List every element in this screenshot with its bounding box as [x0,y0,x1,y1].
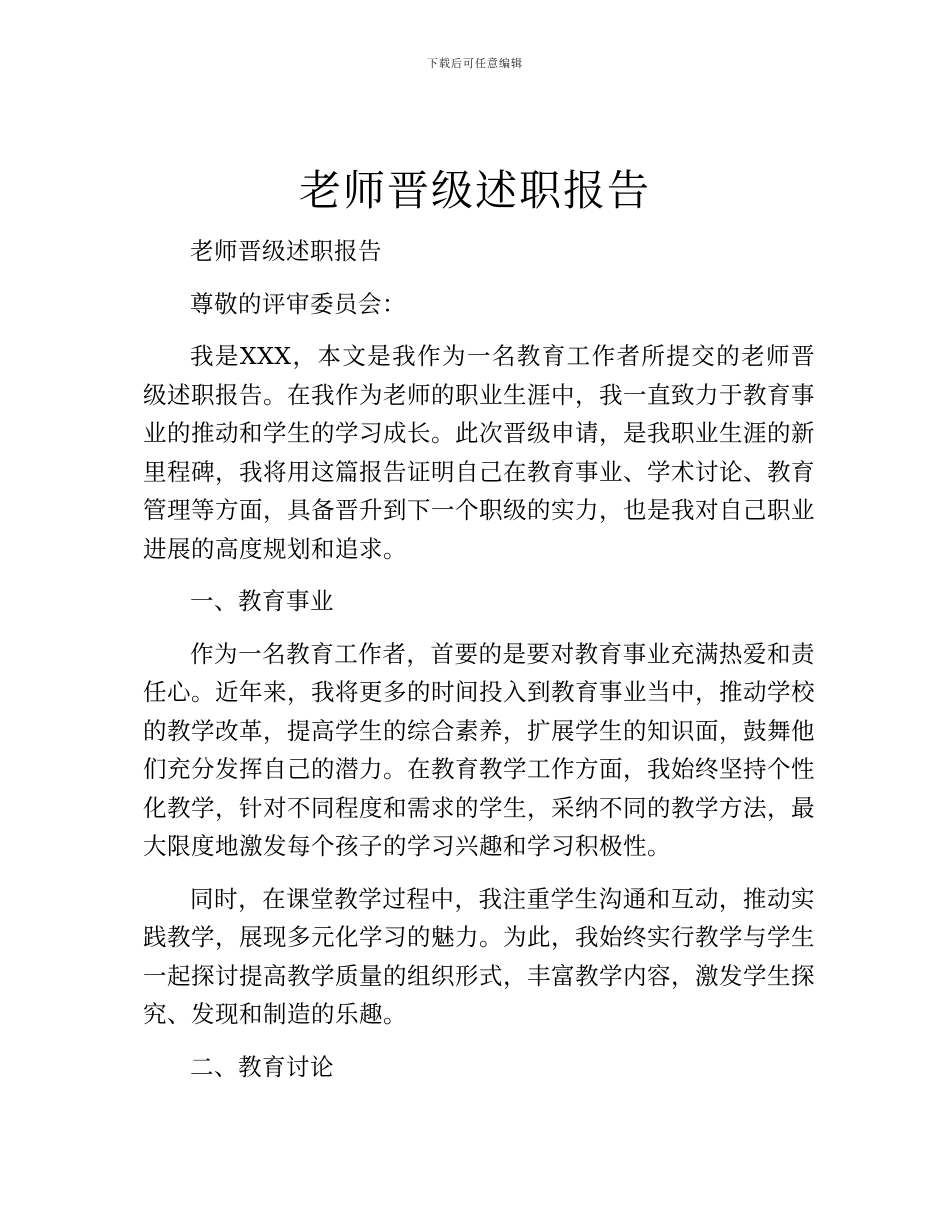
paragraph-subtitle: 老师晋级述职报告 [190,237,382,265]
section-heading-education-research: 二、教育讨论 [190,1052,334,1081]
paragraph-introduction: 我是XXX，本文是我作为一名教育工作者所提交的老师晋级述职报告。在我作为老师的职业生涯中，我一直致力于教育事业的推动和学生的学习成长。此次晋级申请，是我职业生涯的新里程碑，我将用这篇报告证明自己在教育事业、学术讨论、教育管理等方面，具备晋升到下一个职级的实力，也是我对自己职业进展的高度规划和追求。 [143,342,815,563]
document-body [143,232,815,1100]
document-title: 老师晋级述职报告 [298,166,651,215]
paragraph-education-career-2: 同时，在课堂教学过程中，我注重学生沟通和互动，推动实践教学，展现多元化学习的魅力。为此，我始终实行教学与学生一起探讨提高教学质量的组织形式，丰富教学内容，激发学生探究、发现和制造的乐趣。 [143,884,815,1028]
section-heading-education-career: 一、教育事业 [190,587,334,615]
paragraph-education-career-1: 作为一名教育工作者，首要的是要对教育事业充满热爱和责任心。近年来，我将更多的时间投入到教育事业当中，推动学校的教学改革，提高学生的综合素养，扩展学生的知识面，鼓舞他们充分发挥自己的潜力。在教育教学工作方面，我始终坚持个性化教学，针对不同程度和需求的学生，采纳不同的教学方法，最大限度地激发每个孩子的学习兴趣和学习积极性。 [143,639,815,860]
paragraph-salutation: 尊敬的评审委员会： [190,289,406,318]
page-header-note: 下载后可任意编辑 [427,57,523,70]
